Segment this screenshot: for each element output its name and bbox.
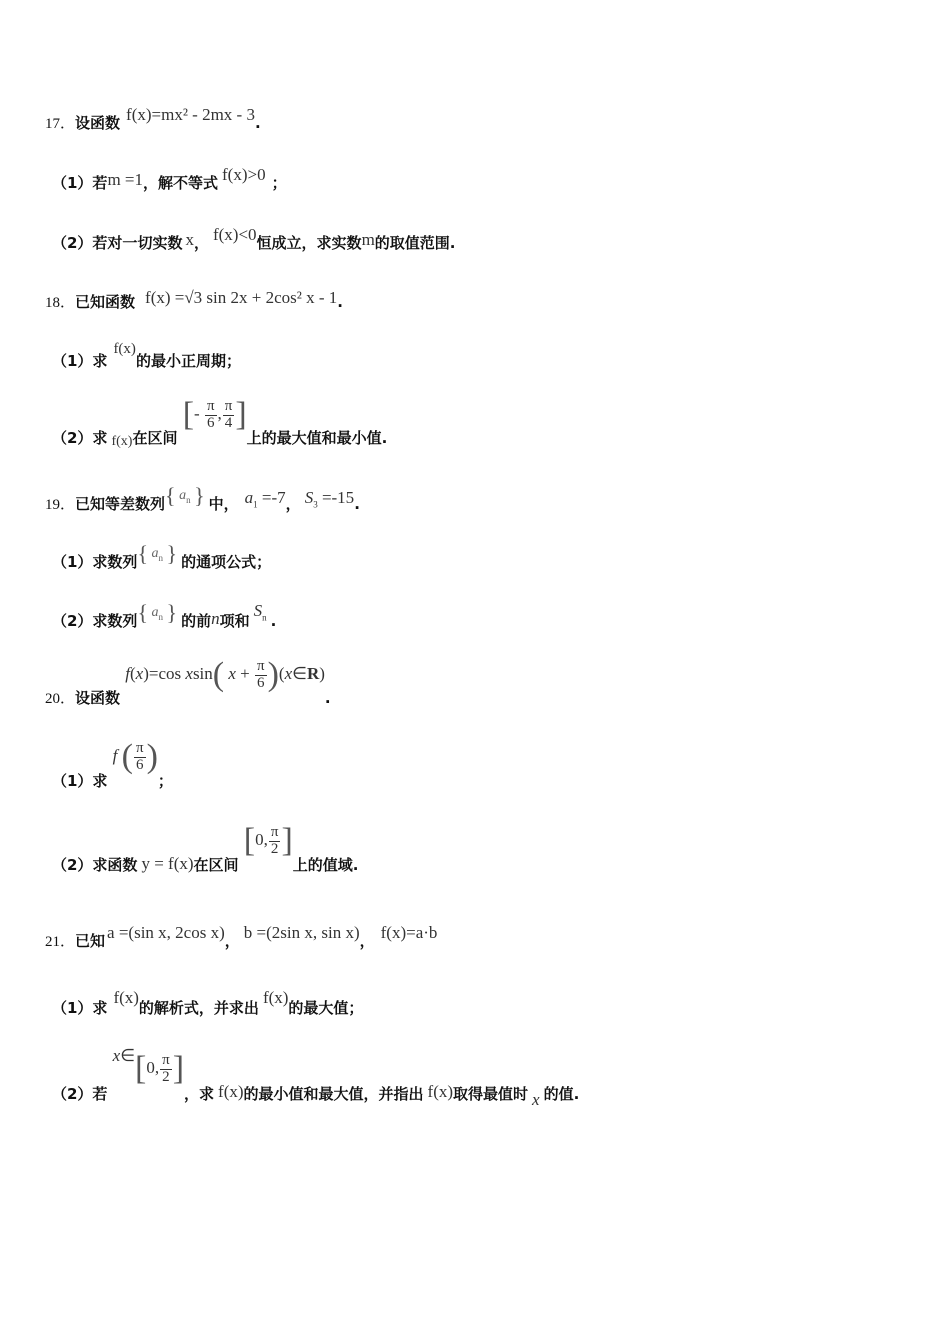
- stem-text: 已知函数: [75, 293, 136, 311]
- part-label: （2）求函数: [52, 855, 138, 874]
- stem-end: .: [354, 495, 360, 514]
- stem-end: .: [254, 114, 261, 132]
- part-end: 的值.: [543, 1084, 580, 1103]
- sum-sn: $S_n$: [253, 601, 267, 623]
- part-label: （2）求数列: [52, 612, 138, 631]
- part-text: 在区间: [132, 428, 178, 447]
- part-label: （2）若: [52, 1084, 108, 1103]
- stem-text: 设函数: [75, 114, 121, 132]
- formula-2: f(x): [427, 1081, 454, 1101]
- part-text-3: 取得最值时: [453, 1084, 529, 1103]
- part-end: 的通项公式；: [181, 553, 272, 572]
- q19-part1: [52, 541, 272, 577]
- formula: f(x) =√3 sin 2x + 2cos² x - 1: [145, 288, 338, 307]
- math-m: m =1: [107, 170, 143, 189]
- stem-text-mid: 中，: [208, 495, 239, 514]
- part-label: （1）求: [52, 352, 108, 370]
- q20-part1: [52, 740, 173, 790]
- interval: [0, $\frac{\pi}{2}$ ]: [243, 822, 293, 859]
- formula: f(x): [113, 341, 136, 357]
- q17-part1: [52, 165, 287, 193]
- q18-part1: [52, 341, 241, 371]
- part-end: ；: [271, 174, 287, 192]
- q17-stem: [45, 105, 261, 133]
- q20-part2: [52, 822, 358, 872]
- part-text: 恒成立，求实数: [256, 234, 362, 252]
- math-n: n: [211, 609, 220, 629]
- q18-part2: [52, 396, 388, 450]
- sequence-an: { $a_n$ }: [137, 600, 178, 625]
- comma: ，: [285, 495, 301, 514]
- part-text: ，求: [184, 1084, 215, 1103]
- frac-pi-6: $\frac{\pi}{6}$: [135, 739, 144, 773]
- math-x: x: [532, 1089, 540, 1109]
- sequence-an: { $a_n$ }: [137, 541, 178, 566]
- part-end: 的最小正周期；: [135, 352, 241, 370]
- part-label: （1）求: [52, 999, 108, 1017]
- formula: f(x): [113, 988, 139, 1007]
- formula: f ( $\frac{\pi}{6}$ ): [112, 738, 158, 775]
- frac-pi-2: $\frac{\pi}{2}$: [162, 1051, 170, 1085]
- part-label: （2）求: [52, 428, 108, 447]
- comma: ，: [359, 932, 375, 950]
- formula: f(x)<0: [212, 225, 257, 244]
- a1-condition: $a_1 =-7$: [244, 488, 286, 510]
- part-end: ；: [157, 771, 173, 790]
- vector-a: a =(sin x, 2cos x): [107, 923, 225, 942]
- part-label: （1）若: [52, 174, 108, 192]
- q19-part2: [52, 600, 277, 636]
- q18-stem: [45, 288, 343, 312]
- math-m: m: [361, 230, 375, 249]
- frac-neg-pi-6: $\frac{\pi}{6}$: [206, 397, 215, 431]
- s3-condition: $S_3 =-15$: [304, 488, 355, 510]
- formula: f(x): [111, 433, 133, 449]
- part-text-2: 项和: [219, 612, 250, 631]
- part-text-2: 的最小值和最大值，并指出: [243, 1084, 424, 1103]
- sequence-an: { $a_n$ }: [165, 483, 205, 508]
- frac-pi-4: $\frac{\pi}{4}$: [224, 397, 233, 431]
- comma: ，: [193, 234, 209, 252]
- question-number: 20．: [45, 690, 76, 707]
- part-text: 的前: [181, 612, 212, 631]
- formula: y = f(x): [141, 853, 194, 873]
- part-text: 的解析式，并求出: [138, 999, 259, 1017]
- stem-text: 已知: [75, 932, 106, 950]
- q19-stem: [45, 483, 360, 519]
- formula: f(x): [218, 1081, 244, 1101]
- stem-text: 设函数: [75, 688, 121, 707]
- question-number: 19．: [45, 497, 76, 514]
- condition: x∈[0, $\frac{\pi}{2}$ ]: [112, 1045, 185, 1087]
- part-text: ，解不等式: [143, 174, 219, 192]
- stem-end: .: [324, 688, 331, 707]
- part-end: .: [270, 612, 277, 631]
- part-label: （1）求数列: [52, 553, 138, 572]
- q21-part2: [52, 1045, 580, 1109]
- part-end: 上的值域.: [292, 855, 359, 874]
- frac-pi-2: $\frac{\pi}{2}$: [270, 823, 279, 857]
- math-x: x: [185, 230, 194, 249]
- q21-part1: [52, 988, 364, 1018]
- question-number: 17．: [45, 116, 76, 132]
- q17-part2: [52, 225, 456, 253]
- formula-2: f(x): [262, 988, 289, 1007]
- formula: f(x)=cos xsin( x + $\frac{\pi}{6}$ )(x∈R): [125, 656, 325, 693]
- question-number: 21．: [45, 934, 76, 950]
- part-end: 的取值范围.: [374, 234, 456, 252]
- frac-pi-6: $\frac{\pi}{6}$: [257, 657, 265, 691]
- part-end: 上的最大值和最小值.: [246, 428, 388, 447]
- part-text: 在区间: [193, 855, 239, 874]
- formula: f(x)=a·b: [380, 923, 438, 942]
- stem-text: 已知等差数列: [75, 495, 166, 514]
- part-label: （1）求: [52, 771, 108, 790]
- q21-stem: [45, 923, 438, 951]
- formula: f(x)>0: [222, 165, 266, 184]
- interval: [- $\frac{\pi}{6}$ , $\frac{\pi}{4}$ ]: [182, 396, 247, 433]
- q20-stem: [45, 656, 331, 710]
- part-end: 的最大值；: [288, 999, 364, 1017]
- part-label: （2）若对一切实数: [52, 234, 183, 252]
- comma: ，: [224, 932, 240, 950]
- vector-b: b =(2sin x, sin x): [243, 923, 360, 942]
- question-number: 18．: [45, 295, 76, 311]
- formula: f(x)=mx² - 2mx - 3: [126, 105, 255, 124]
- stem-end: .: [337, 293, 343, 311]
